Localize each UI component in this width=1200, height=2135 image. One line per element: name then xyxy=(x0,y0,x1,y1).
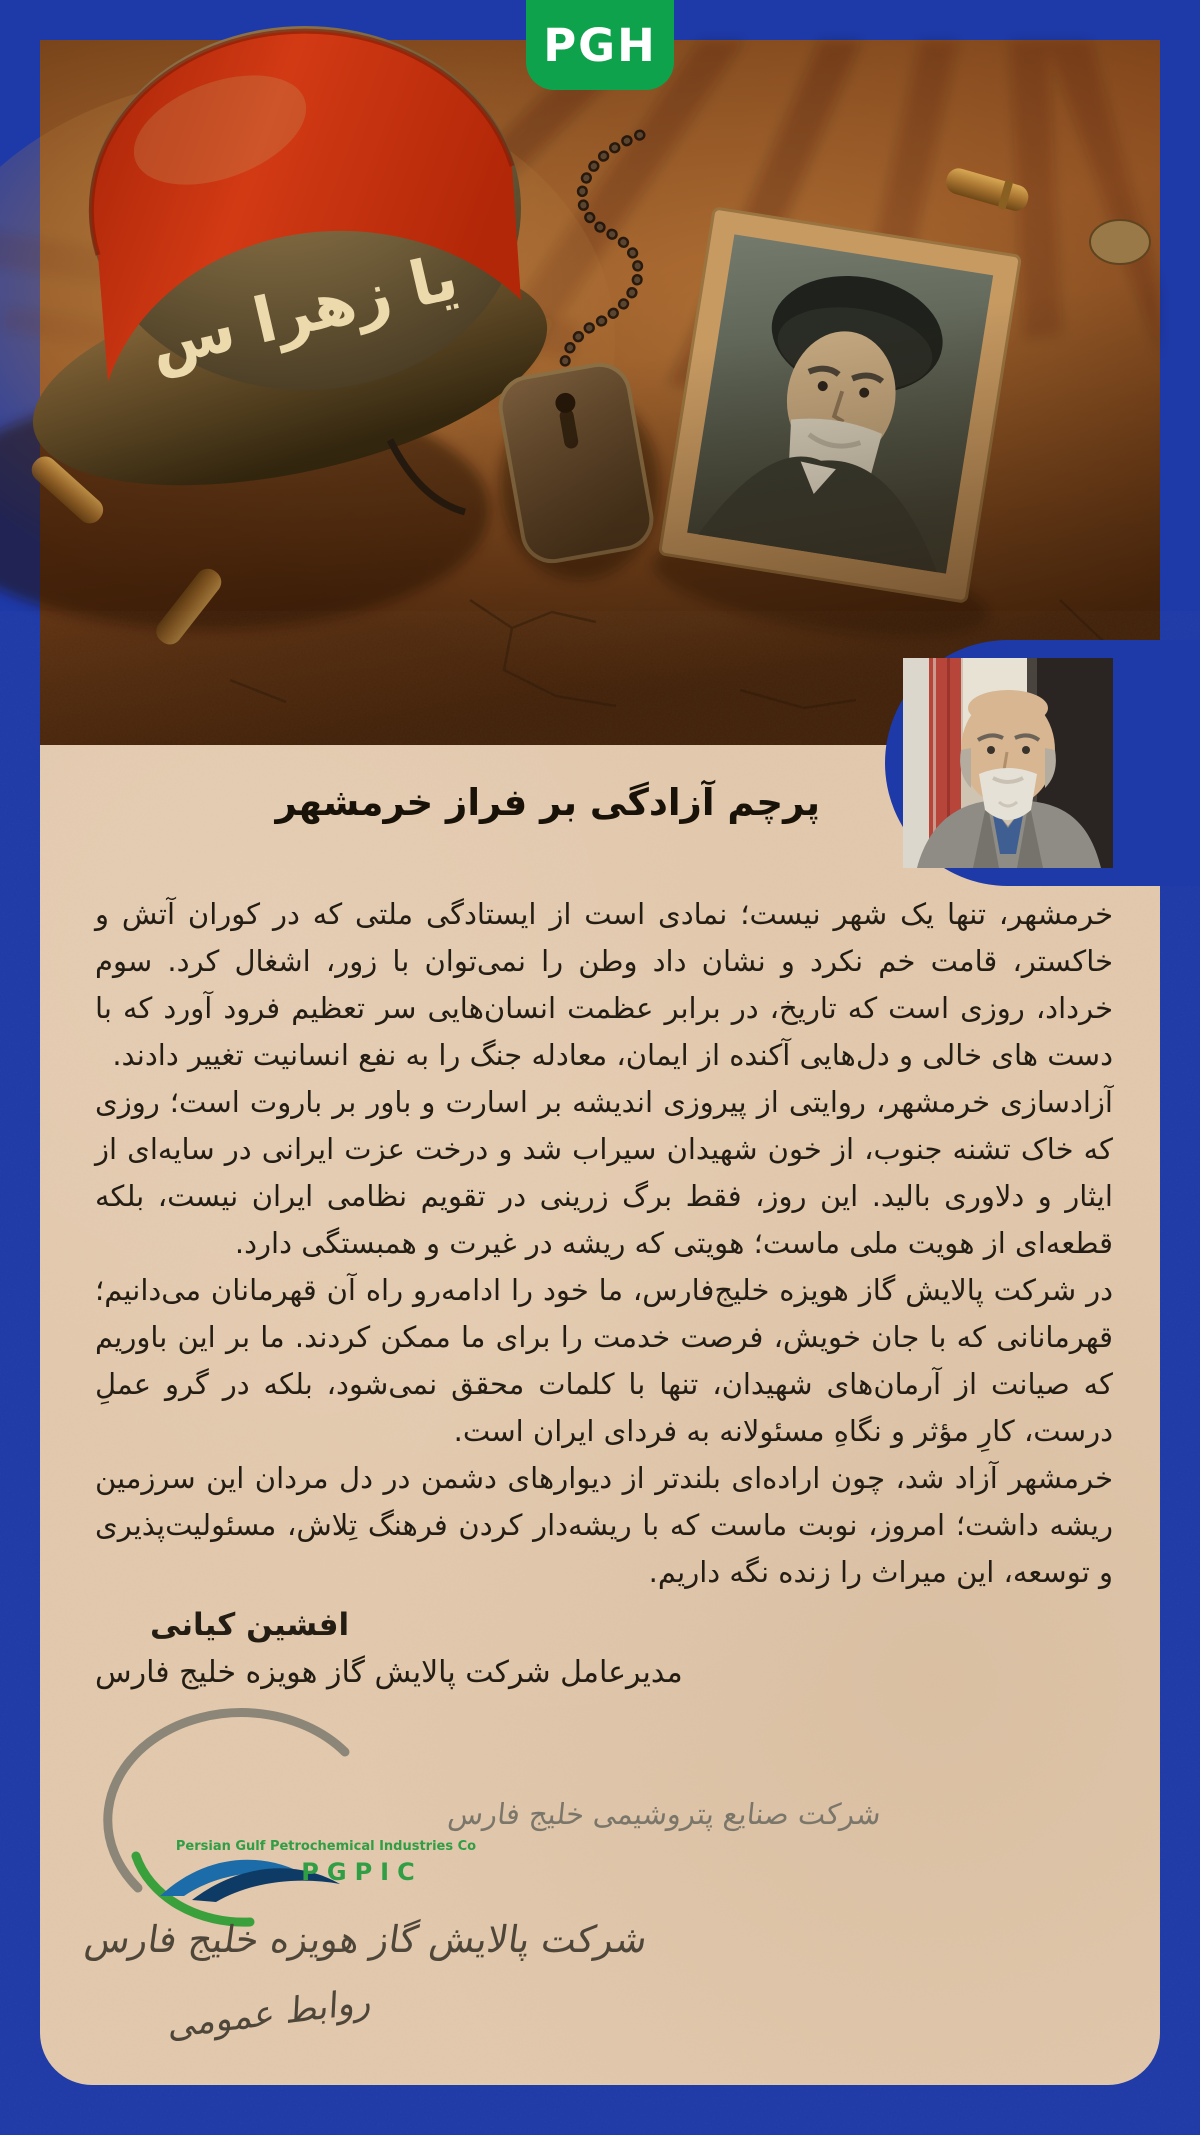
paragraph-2: آزادسازی خرمشهر، روایتی از پیروزی اندیشه بر اسارت و باور بر باروت است؛ روزی که خاک تشنه جنوب، از خون شهیدان سیراب شد و درخت عزت ایرانی در سایه‌ای از ایثار و دلاوری بالید. این روز، فقط برگ زرینی در تقویم نظامی ایران نیست، بلکه قطعه‌ای از هویت ملی ماست؛ هویتی که ریشه در غیرت و همبستگی دارد. xyxy=(95,1085,1113,1260)
message-body xyxy=(95,891,1113,1596)
signature-block xyxy=(95,1601,683,1697)
page-title: پرچم آزادگی بر فراز خرمشهر xyxy=(275,781,820,824)
signature-role: مدیرعامل شرکت پالایش گاز هویزه خلیج فارس xyxy=(95,1655,683,1690)
company-name-calligraphy: شرکت پالایش گاز هویزه خلیج فارس xyxy=(81,1918,650,1961)
pgh-badge xyxy=(526,0,674,90)
logo-persian-name: شرکت صنایع پتروشیمی خلیج فارس xyxy=(446,1797,883,1831)
hero-image xyxy=(40,40,1160,745)
logo-english-name: Persian Gulf Petrochemical Industries Co xyxy=(175,1839,477,1854)
public-relations-calligraphy: روابط عمومی xyxy=(167,1981,374,2047)
paragraph-3: در شرکت پالایش گاز هویزه خلیج‌فارس، ما خود را ادامه‌رو راه آن قهرمانان می‌دانیم؛ قهرمانانی که با جان خویش، فرصت خدمت را برای ما ممکن کردند. ما بر این باوریم که صیانت از آرمان‌های شهیدان، تنها با کلمات محقق نمی‌شود، بلکه در گرو عملِ درست، کارِ مؤثر و نگاهِ مسئولانه به فردای ایران است. xyxy=(95,1273,1113,1448)
battlefield-scene xyxy=(40,40,1160,745)
logo-abbr: PGPIC xyxy=(301,1858,423,1886)
pgh-badge-label: PGH xyxy=(543,18,657,72)
paragraph-1: خرمشهر، تنها یک شهر نیست؛ نمادی است از ایستادگی ملتی که در کوران آتش و خاکستر، قامت خم نکرد و نشان داد وطن را نمی‌توان با زور، اشغال کرد. سوم خرداد، روزی است که تاریخ، در برابر عظمت انسان‌هایی سر تعظیم فرود آورد که با دست های خالی و دل‌هایی آکنده از ایمان، معادله جنگ را به نفع انسانیت تغییر دادند. xyxy=(95,897,1113,1072)
ceo-avatar xyxy=(903,658,1113,868)
paragraph-4: خرمشهر آزاد شد، چون اراده‌ای بلندتر از دیوارهای دشمن در دل مردان این سرزمین ریشه داشت؛ امروز، نوبت ماست که با ریشه‌دار کردن فرهنگ تِلاش، مسئولیت‌پذیری و توسعه، این میراث را زنده نگه داریم. xyxy=(95,1461,1113,1589)
signature-name: افشین کیانی xyxy=(150,1607,350,1643)
ceo-portrait xyxy=(903,658,1113,868)
